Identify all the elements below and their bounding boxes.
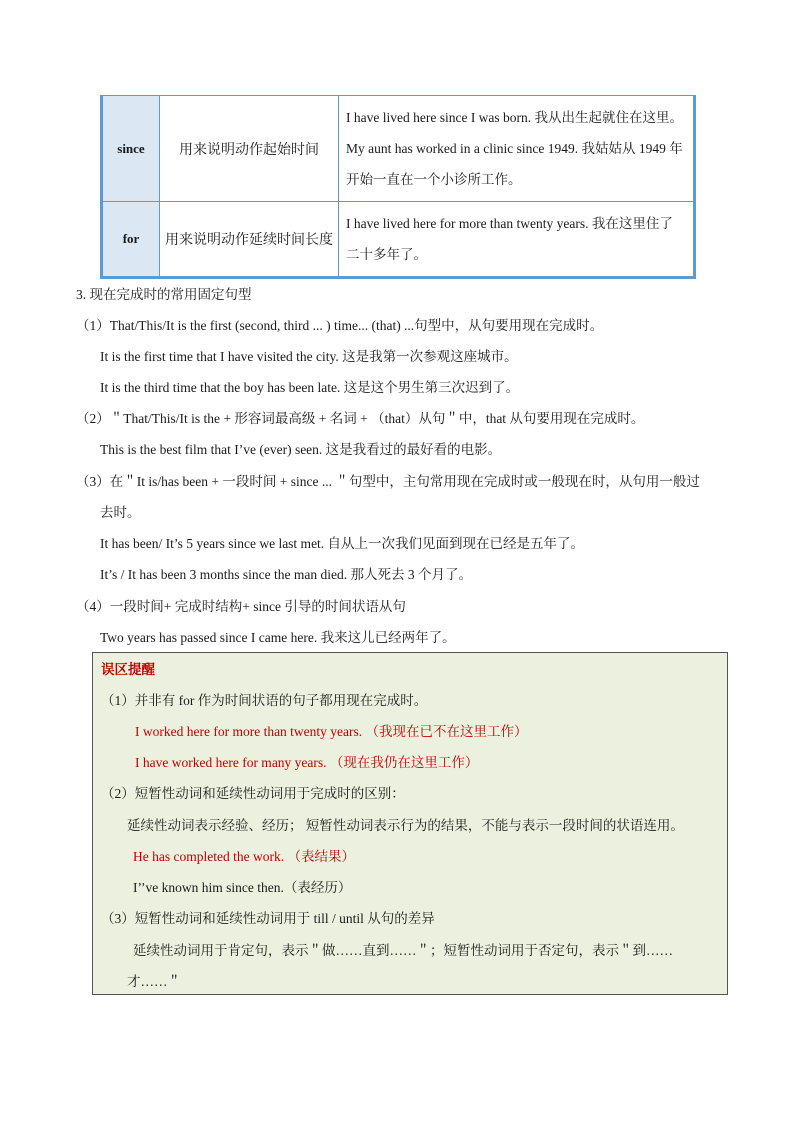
callout-point-1-example-1: I worked here for more than twenty years. （我现在已不在这里工作） (135, 724, 528, 739)
pattern-4: （4）一段时间+ 完成时结构+ since 引导的时间状语从句 (76, 599, 406, 614)
callout-point-2-example-1: He has completed the work. （表结果） (133, 849, 355, 864)
callout-point-3-line-1: 延续性动词用于肯定句，表示＂做……直到……＂；短暂性动词用于否定句，表示＂到…… (133, 943, 673, 958)
example-line: 二十多年了。 (346, 247, 427, 262)
callout-point-3-line-2: 才……＂ (127, 974, 181, 989)
section-heading: 3. 现在完成时的常用固定句型 (76, 287, 252, 302)
example-line: I have lived here since I was born. 我从出生起就住在这里。 (346, 110, 684, 125)
since-for-table (100, 95, 696, 279)
callout-point-2-description: 延续性动词表示经验、经历； 短暂性动词表示行为的结果，不能与表示一段时间的状语连用。 (127, 818, 684, 833)
description-cell: 用来说明动作起始时间 (160, 96, 339, 202)
example-line: I have lived here for more than twenty years. 我在这里住了 (346, 216, 673, 231)
table-row-for (102, 202, 695, 278)
pattern-4-example-1: Two years has passed since I came here. 我来这儿已经两年了。 (100, 630, 456, 645)
pattern-2-example-1: This is the best film that I’ve (ever) seen. 这是我看过的最好看的电影。 (100, 442, 502, 457)
pattern-3-example-1: It has been/ It’s 5 years since we last met. 自从上一次我们见面到现在已经是五年了。 (100, 536, 585, 551)
table-row-since (102, 96, 695, 202)
keyword-cell: for (102, 202, 160, 278)
examples-cell (339, 202, 695, 278)
callout-title: 误区提醒 (101, 662, 155, 677)
examples-cell (339, 96, 695, 202)
callout-point-1: （1）并非有 for 作为时间状语的句子都用现在完成时。 (101, 693, 428, 708)
callout-point-3: （3）短暂性动词和延续性动词用于 till / until 从句的差异 (101, 911, 435, 926)
callout-point-2: （2）短暂性动词和延续性动词用于完成时的区别： (101, 786, 405, 801)
pattern-3-example-2: It’s / It has been 3 months since the man died. 那人死去 3 个月了。 (100, 567, 472, 582)
pattern-3: （3）在＂It is/has been + 一段时间 + since ... ＂句型中，主句常用现在完成时或一般现在时，从句用一般过 (76, 474, 700, 489)
pattern-3-continued: 去时。 (100, 505, 141, 520)
pattern-1-example-2: It is the third time that the boy has been late. 这是这个男生第三次迟到了。 (100, 380, 520, 395)
description-cell: 用来说明动作延续时间长度 (160, 202, 339, 278)
pattern-2: （2）＂That/This/It is the + 形容词最高级 + 名词 + （that）从句＂中，that 从句要用现在完成时。 (76, 411, 645, 426)
pattern-1-example-1: It is the first time that I have visited the city. 这是我第一次参观这座城市。 (100, 349, 518, 364)
callout-point-1-example-2: I have worked here for many years. （现在我仍在这里工作） (135, 755, 479, 770)
example-line: My aunt has worked in a clinic since 1949. 我姑姑从 1949 年 (346, 141, 683, 156)
pitfall-callout-box (92, 652, 728, 995)
example-line: 开始一直在一个小诊所工作。 (346, 172, 522, 187)
keyword-cell: since (102, 96, 160, 202)
pattern-1: （1）That/This/It is the first (second, third ... ) time... (that) ...句型中，从句要用现在完成时。 (76, 318, 604, 333)
callout-point-2-example-2: I’’ve known him since then.（表经历） (133, 880, 352, 895)
